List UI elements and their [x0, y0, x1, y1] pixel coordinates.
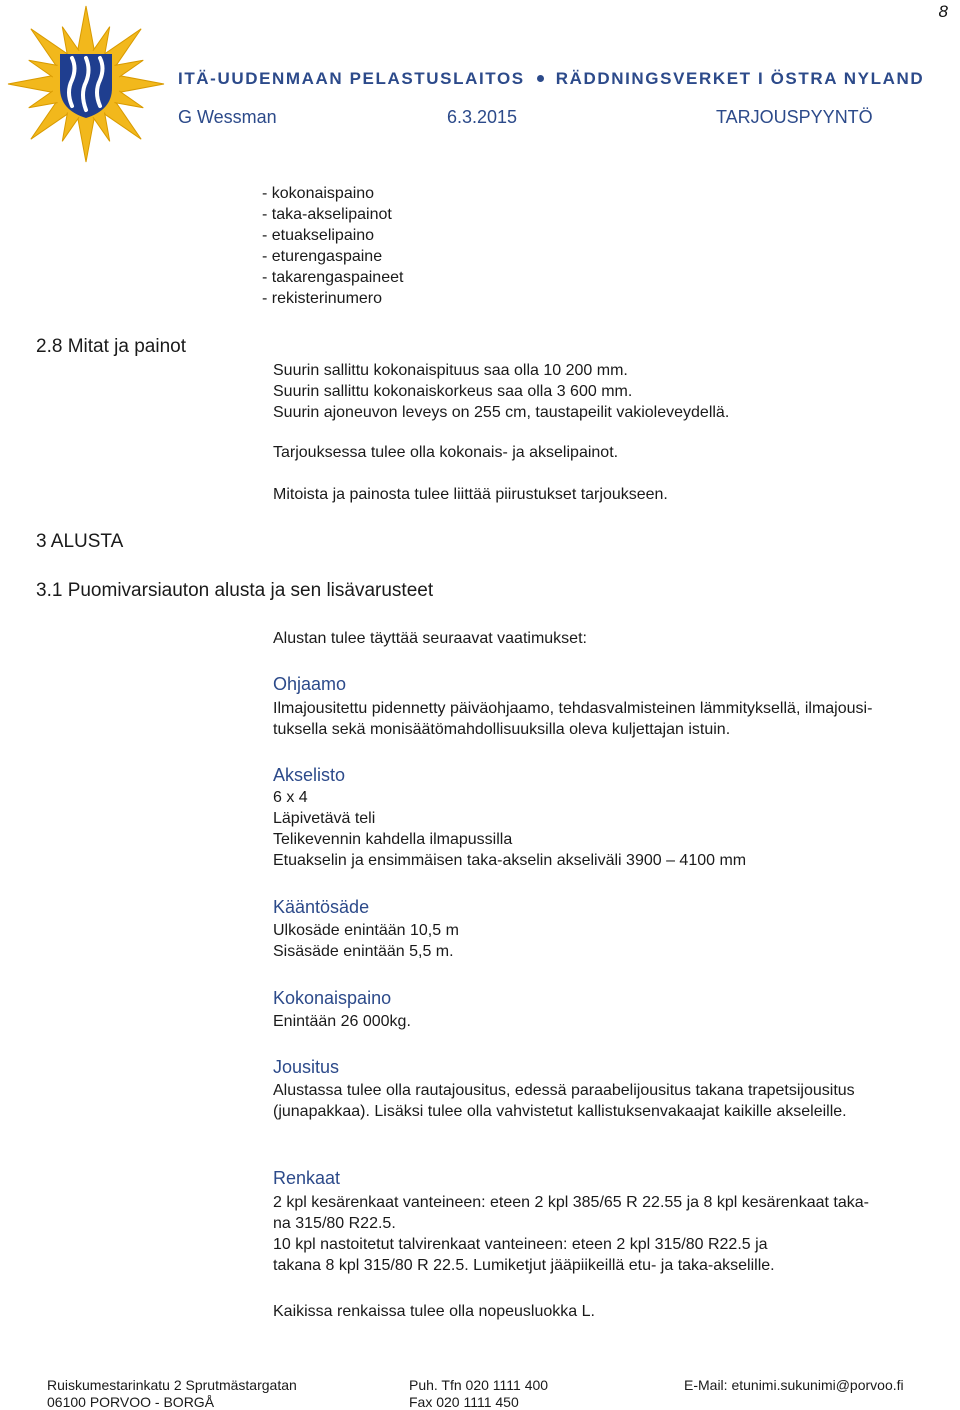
text-line: 10 kpl nastoitetut talvirenkaat vanteineen: eteen 2 kpl 315/80 R22.5 ja — [273, 1236, 768, 1253]
text-line: Suurin ajoneuvon leveys on 255 cm, taustapeilit vakioleveydellä. — [273, 404, 730, 421]
text-line: Suurin sallittu kokonaispituus saa olla 10 200 mm. — [273, 362, 628, 379]
header-date: 6.3.2015 — [447, 107, 518, 127]
text-line: Ulkosäde enintään 10,5 m — [273, 922, 459, 939]
ohjaamo-text — [273, 698, 872, 740]
list-item: - eturengaspaine — [262, 248, 383, 265]
subsection-title-ohjaamo: Ohjaamo — [273, 674, 347, 694]
section-2-8-weights: Tarjouksessa tulee olla kokonais- ja akselipainot. — [273, 444, 619, 461]
page-number: 8 — [938, 2, 948, 21]
section-2-8-dimensions — [273, 360, 729, 423]
subsection-title-kokonaispaino: Kokonaispaino — [273, 988, 392, 1008]
list-item: - kokonaispaino — [262, 185, 375, 202]
text-line: Etuakselin ja ensimmäisen taka-akselin akseliväli 3900 – 4100 mm — [273, 852, 747, 869]
requirements-list — [262, 183, 403, 309]
subsection-title-renkaat: Renkaat — [273, 1168, 341, 1188]
text-line: tuksella sekä monisäätömahdollisuuksilla oleva kuljettajan istuin. — [273, 721, 731, 738]
organization-name-fi: ITÄ-UUDENMAAN PELASTUSLAITOS — [178, 69, 525, 88]
text-line: Alustassa tulee olla rautajousitus, edessä paraabelijousitus takana trapetsijousitus — [273, 1082, 855, 1099]
footer-fax: Fax 020 1111 450 — [409, 1394, 519, 1410]
text-line: Läpivetävä teli — [273, 810, 376, 827]
renkaat-text — [273, 1192, 869, 1276]
text-line: Suurin sallittu kokonaiskorkeus saa olla 3 600 mm. — [273, 383, 633, 400]
section-title-3-1: 3.1 Puomivarsiauton alusta ja sen lisävarusteet — [36, 580, 434, 601]
renkaat-speed-note: Kaikissa renkaissa tulee olla nopeusluokka L. — [273, 1303, 595, 1320]
jousitus-text — [273, 1080, 855, 1122]
text-line: Enintään 26 000kg. — [273, 1013, 411, 1030]
akselisto-text — [273, 787, 746, 871]
text-line: Ilmajousitettu pidennetty päiväohjaamo, tehdasvalmisteinen lämmityksellä, ilmajousi- — [273, 700, 873, 717]
text-line: na 315/80 R22.5. — [273, 1215, 396, 1232]
text-line: 2 kpl kesärenkaat vanteineen: eteen 2 kpl 385/65 R 22.55 ja 8 kpl kesärenkaat taka- — [273, 1194, 869, 1211]
header-author: G Wessman — [178, 107, 277, 127]
footer-address-street: Ruiskumestarinkatu 2 Sprutmästargatan — [47, 1377, 297, 1393]
list-item: - etuakselipaino — [262, 227, 375, 244]
rescue-star-emblem-icon — [6, 4, 166, 164]
subsection-title-akselisto: Akselisto — [273, 765, 346, 785]
section-title-3: 3 ALUSTA — [36, 531, 124, 552]
text-line: (junapakkaa). Lisäksi tulee olla vahvistetut kallistuksenvakaajat kaikille akseleille. — [273, 1103, 847, 1120]
footer-address-city: 06100 PORVOO - BORGÅ — [47, 1394, 215, 1410]
list-item: - taka-akselipainot — [262, 206, 392, 223]
footer-email: E-Mail: etunimi.sukunimi@porvoo.fi — [684, 1377, 904, 1393]
kaantosade-text — [273, 920, 459, 962]
organization-name — [178, 69, 924, 89]
kokonaispaino-text — [273, 1011, 411, 1032]
header-doc-type: TARJOUSPYYNTÖ — [716, 107, 873, 127]
list-item: - rekisterinumero — [262, 290, 383, 307]
text-line: Sisäsäde enintään 5,5 m. — [273, 943, 454, 960]
text-line: 6 x 4 — [273, 789, 308, 806]
separator-dot — [537, 75, 544, 82]
section-2-8-drawings: Mitoista ja painosta tulee liittää piirustukset tarjoukseen. — [273, 486, 668, 503]
list-item: - takarengaspaineet — [262, 269, 404, 286]
subsection-title-jousitus: Jousitus — [273, 1057, 340, 1077]
text-line: takana 8 kpl 315/80 R 22.5. Lumiketjut jääpiikeillä etu- ja taka-akselille. — [273, 1257, 775, 1274]
text-line: Telikevennin kahdella ilmapussilla — [273, 831, 513, 848]
organization-name-sv: RÄDDNINGSVERKET I ÖSTRA NYLAND — [555, 69, 925, 88]
footer-phone: Puh. Tfn 020 1111 400 — [409, 1377, 549, 1393]
section-title-2-8: 2.8 Mitat ja painot — [36, 336, 186, 357]
section-3-1-intro: Alustan tulee täyttää seuraavat vaatimukset: — [273, 630, 587, 647]
subsection-title-kaantosade: Kääntösäde — [273, 897, 370, 917]
